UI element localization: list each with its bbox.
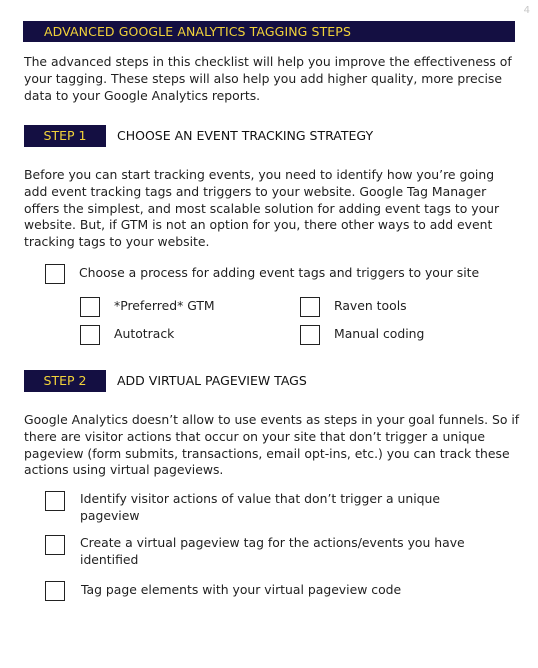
option-label: Raven tools: [334, 298, 407, 313]
step2-title: ADD VIRTUAL PAGEVIEW TAGS: [117, 373, 307, 388]
checklist-item-label: Create a virtual pageview tag for the actions/events you have identified: [80, 535, 465, 567]
section-banner: ADVANCED GOOGLE ANALYTICS TAGGING STEPS: [23, 21, 515, 42]
checkbox[interactable]: [45, 264, 65, 284]
checklist-item-tag-elements[interactable]: [45, 581, 401, 601]
step2-badge: STEP 2: [24, 370, 106, 392]
checkbox[interactable]: [300, 325, 320, 345]
option-autotrack[interactable]: [80, 325, 174, 345]
checkbox[interactable]: [80, 297, 100, 317]
option-label: Autotrack: [114, 326, 175, 341]
step1-title: CHOOSE AN EVENT TRACKING STRATEGY: [117, 128, 374, 143]
checkbox[interactable]: [45, 491, 65, 511]
step1-paragraph: Before you can start tracking events, you need to identify how you’re going add event tracking tags and triggers to your website. Google Tag Manager offers the simplest, and most scalable solution for adding event tags to your website. But, if GTM is not an option for you, there other ways to add event tracking tags to your website.: [24, 167, 500, 250]
step2-paragraph: Google Analytics doesn’t allow to use events as steps in your goal funnels. So if there are visitor actions that occur on your site that don’t trigger a unique pageview (form submits, transactions, email opt-ins, etc.) you can track these actions using virtual pageviews.: [24, 412, 520, 478]
checkbox[interactable]: [300, 297, 320, 317]
checkbox[interactable]: [45, 581, 65, 601]
option-manual-coding[interactable]: [300, 325, 424, 345]
option-gtm[interactable]: [80, 297, 215, 317]
option-label: *Preferred* GTM: [114, 298, 215, 313]
page-number: 4: [523, 5, 530, 16]
checklist-item-create-tag[interactable]: [45, 535, 475, 569]
intro-paragraph: The advanced steps in this checklist will help you improve the effectiveness of your tagging. These steps will also help you add higher quality, more precise data to your Google Analytics reports.: [24, 54, 512, 103]
checklist-item-label: Identify visitor actions of value that don’t trigger a unique pageview: [80, 491, 440, 523]
checklist-item-identify-actions[interactable]: [45, 491, 460, 525]
checkbox[interactable]: [80, 325, 100, 345]
checkbox[interactable]: [45, 535, 65, 555]
checklist-item-label: Choose a process for adding event tags and triggers to your site: [79, 265, 480, 280]
checklist-item-choose-process[interactable]: [45, 264, 479, 284]
step1-badge: STEP 1: [24, 125, 106, 147]
option-raven-tools[interactable]: [300, 297, 407, 317]
checklist-item-label: Tag page elements with your virtual pageview code: [81, 582, 402, 597]
option-label: Manual coding: [334, 326, 425, 341]
